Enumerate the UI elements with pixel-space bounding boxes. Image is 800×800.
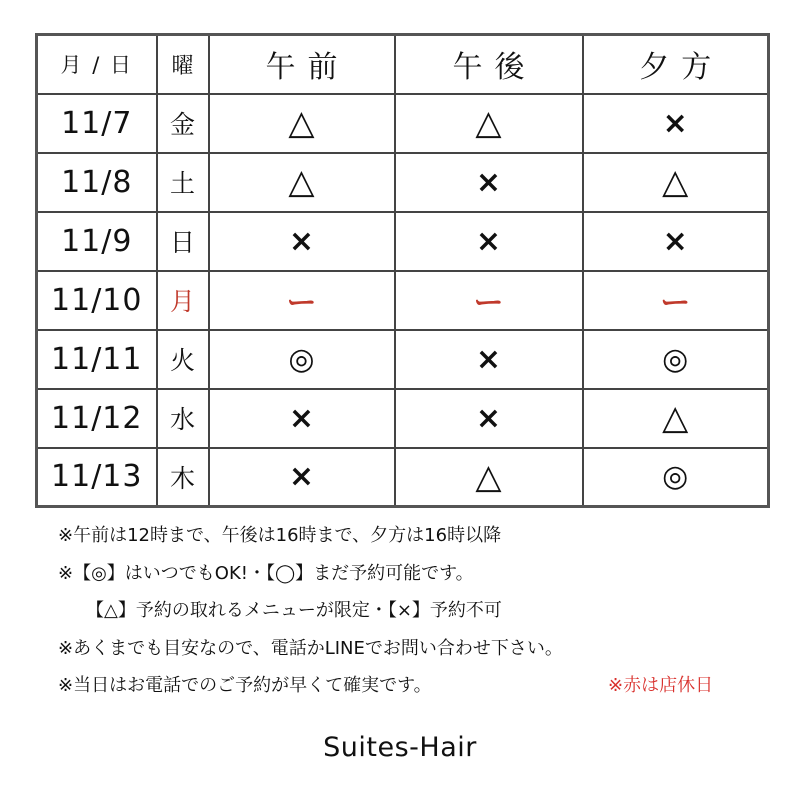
- header-evening: 夕方: [583, 35, 769, 94]
- schedule-row: [37, 212, 769, 271]
- row-afternoon-status: ×: [395, 212, 583, 271]
- schedule-row: [37, 448, 769, 507]
- note-legend-available: ※【◎】はいつでもOK!・【◯】まだ予約可能です。: [58, 562, 474, 584]
- row-date: 11/12: [37, 389, 157, 448]
- row-evening-status: ◎: [583, 448, 769, 507]
- row-day-of-week: 火: [157, 330, 209, 389]
- header-date: 月 / 日: [37, 35, 157, 94]
- row-evening-status: △: [583, 153, 769, 212]
- note-legend-limited: 【△】予約の取れるメニューが限定・【×】予約不可: [86, 600, 502, 621]
- row-date: 11/9: [37, 212, 157, 271]
- note-closed-day-legend: ※赤は店休日: [608, 675, 714, 696]
- header-afternoon: 午後: [395, 35, 583, 94]
- row-morning-status: ×: [209, 389, 395, 448]
- row-morning-status: ×: [209, 212, 395, 271]
- row-day-of-week: 金: [157, 94, 209, 153]
- row-date: 11/11: [37, 330, 157, 389]
- row-afternoon-status: △: [395, 448, 583, 507]
- row-evening-status: ー: [583, 271, 769, 330]
- row-morning-status: △: [209, 153, 395, 212]
- row-morning-status: ◎: [209, 330, 395, 389]
- row-day-of-week: 月: [157, 271, 209, 330]
- row-evening-status: ◎: [583, 330, 769, 389]
- row-afternoon-status: △: [395, 94, 583, 153]
- note-contact: ※あくまでも目安なので、電話かLINEでお問い合わせ下さい。: [58, 637, 563, 659]
- table-header-row: [37, 35, 769, 94]
- notes: [58, 517, 778, 705]
- schedule-row: [37, 271, 769, 330]
- row-day-of-week: 日: [157, 212, 209, 271]
- row-afternoon-status: ×: [395, 153, 583, 212]
- row-evening-status: △: [583, 389, 769, 448]
- row-evening-status: ×: [583, 94, 769, 153]
- row-afternoon-status: ×: [395, 330, 583, 389]
- schedule-row: [37, 330, 769, 389]
- row-day-of-week: 水: [157, 389, 209, 448]
- row-date: 11/10: [37, 271, 157, 330]
- header-morning: 午前: [209, 35, 395, 94]
- header-day-of-week: 曜: [157, 35, 209, 94]
- row-date: 11/7: [37, 94, 157, 153]
- note-time-slots: ※午前は12時まで、午後は16時まで、夕方は16時以降: [58, 525, 502, 546]
- note-same-day-text: ※当日はお電話でのご予約が早くて確実です。: [58, 675, 432, 696]
- row-afternoon-status: ×: [395, 389, 583, 448]
- row-evening-status: ×: [583, 212, 769, 271]
- note-same-day: [58, 667, 778, 705]
- row-morning-status: ×: [209, 448, 395, 507]
- row-morning-status: △: [209, 94, 395, 153]
- row-day-of-week: 土: [157, 153, 209, 212]
- row-date: 11/8: [37, 153, 157, 212]
- reservation-schedule-table: [35, 33, 770, 508]
- schedule-row: [37, 94, 769, 153]
- row-morning-status: ー: [209, 271, 395, 330]
- row-day-of-week: 木: [157, 448, 209, 507]
- schedule-row: [37, 389, 769, 448]
- row-date: 11/13: [37, 448, 157, 507]
- brand-name: Suites-Hair: [323, 732, 477, 763]
- row-afternoon-status: ー: [395, 271, 583, 330]
- schedule-row: [37, 153, 769, 212]
